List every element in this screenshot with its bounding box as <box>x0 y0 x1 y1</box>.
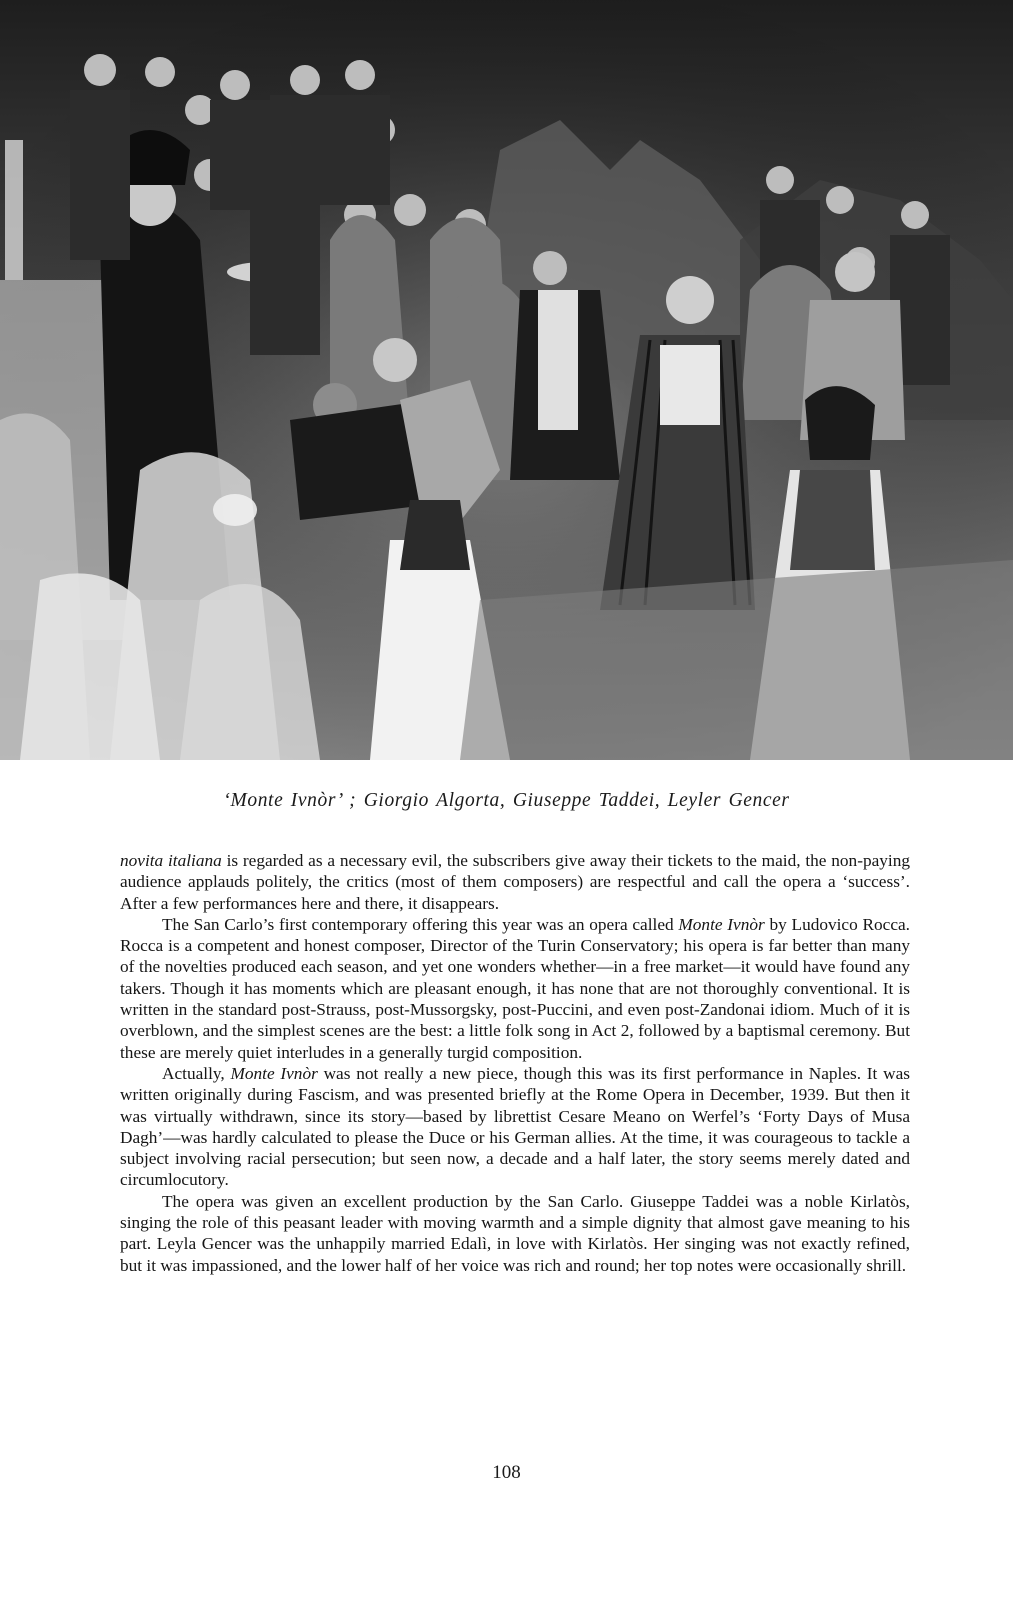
paragraph-text: was not really a new piece, though this was its first performance in Naples. It was written originally during Fascism, and was presented briefly at the Rome Opera in December, 1939. But then it was virtually withdrawn, since its story—based by librettist Cesare Meano on Werfel’s ‘Forty Days of Musa Dagh’—was hardly calculated to please the Duce or his German allies. At the time, it was courageous to tackle a subject involving racial persecution; but seen now, a decade and a half later, the story seems merely dated and circumlocutory. <box>120 1063 910 1190</box>
paragraph-1 <box>120 850 910 914</box>
paragraph-text: Actually, <box>162 1063 231 1083</box>
opera-title: Monte Ivnòr <box>678 914 765 934</box>
paragraph-2 <box>120 914 910 1063</box>
stage-photograph <box>0 0 1013 760</box>
photo-caption: ‘Monte Ivnòr’ ; Giorgio Algorta, Giuseppe Taddei, Leyler Gencer <box>223 790 790 811</box>
paragraph-3 <box>120 1063 910 1191</box>
page-number: 108 <box>492 1462 521 1483</box>
opera-title: Monte Ivnòr <box>230 1063 318 1083</box>
paragraph-4: The opera was given an excellent production by the San Carlo. Giuseppe Taddei was a noble Kirlatòs, singing the role of this peasant leader with moving warmth and a simple dignity that almost gave meaning to his part. Leyla Gencer was the unhappily married Edalì, in love with Kirlatòs. Her singing was not exactly refined, but it was impassioned, and the lower half of her voice was rich and round; her top notes were occasionally shrill. <box>120 1191 910 1275</box>
paragraph-text: by Ludovico Rocca. Rocca is a competent and honest composer, Director of the Turin Conservatory; his opera is far better than many of the novelties produced each season, and yet one wonders whether—in a free market—it would have found any takers. Though it has moments which are pleasant enough, it has none that are not thoroughly conventional. It is written in the standard post-Strauss, post-Mussorgsky, post-Puccini, and even post-Zandonai idiom. Much of it is overblown, and the simplest scenes are the best: a little folk song in Act 2, followed by a baptismal ceremony. But these are merely quiet interludes in a generally turgid composition. <box>120 914 910 1062</box>
stage-photograph-icon <box>0 0 1013 760</box>
paragraph-text: The San Carlo’s first contemporary offering this year was an opera called <box>162 914 679 934</box>
paragraph-text: is regarded as a necessary evil, the subscribers give away their tickets to the maid, the non-paying audience applauds politely, the critics (most of them composers) are respectful and call the opera a ‘success’. After a few performances here and there, it disappears. <box>120 851 910 913</box>
italic-phrase: novita italiana <box>120 851 222 870</box>
article-body <box>120 850 910 1276</box>
